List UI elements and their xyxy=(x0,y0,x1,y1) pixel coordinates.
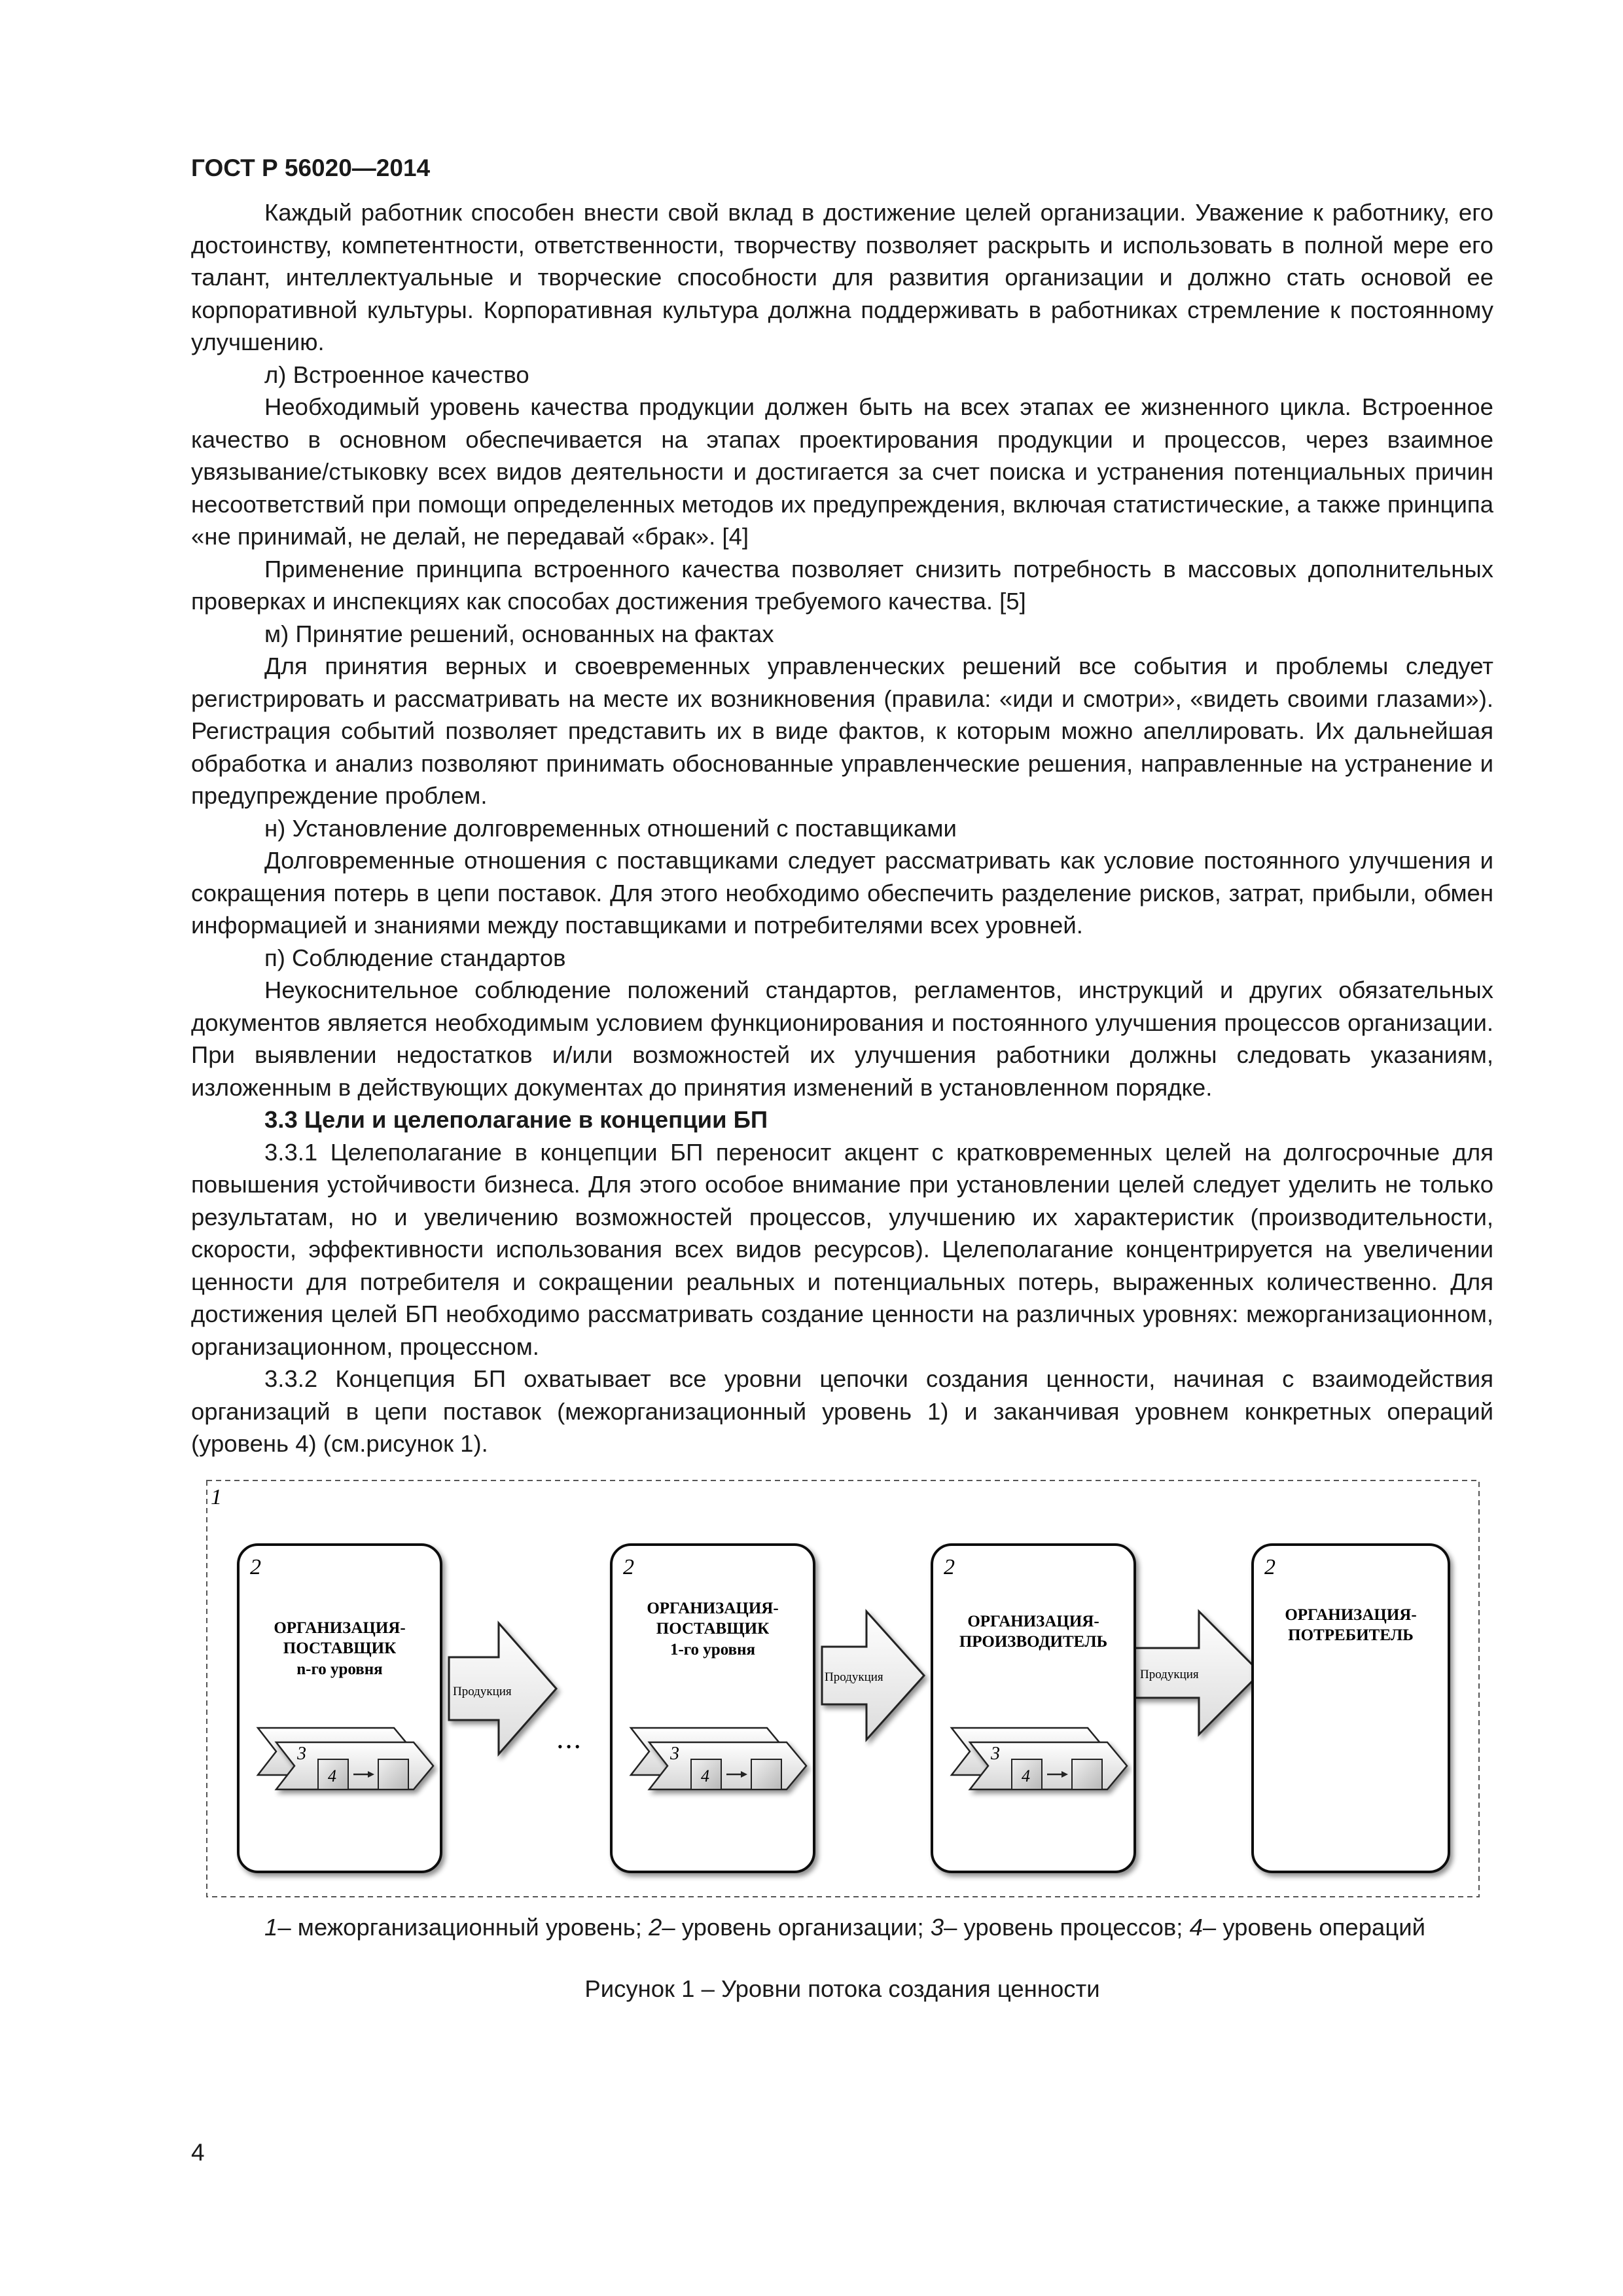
list-item-heading: л) Встроенное качество xyxy=(264,361,529,388)
legend-text: – межорганизационный уровень; xyxy=(277,1914,649,1941)
figure-legend xyxy=(191,1911,1493,1944)
legend-text: – уровень организации; xyxy=(662,1914,931,1941)
svg-text:ОРГАНИЗАЦИЯ-: ОРГАНИЗАЦИЯ- xyxy=(967,1613,1099,1630)
svg-text:ОРГАНИЗАЦИЯ-: ОРГАНИЗАЦИЯ- xyxy=(1285,1606,1417,1624)
product-arrow xyxy=(822,1611,924,1740)
operation-square xyxy=(751,1759,781,1789)
operation-square xyxy=(378,1759,408,1789)
svg-text:3: 3 xyxy=(991,1744,1000,1764)
paragraph: Для принятия верных и своевременных управленческих решений все события и проблемы следует регистрировать и рассматривать на месте их возникновения (правила: «иди и смотри», «видеть своими глазами»). Регистрация событий позволяет представить их в виде фактов, к которым можно апеллировать. Их дальнейшая обработка и анализ позволяют принимать обоснованные управленческие решения, направленные на устранение и предупреждение проблем. xyxy=(191,653,1493,809)
paragraph: Необходимый уровень качества продукции должен быть на всех этапах ее жизненного цикла. Встроенное качество в основном обеспечивается на этапах проектирования продукции и процессов, через взаимное увязывание/стыковку всех видов деятельности и достигается за счет поиска и устранения потенциальных причин несоответствий при помощи определенных методов их предупреждения, включая статистические, а также принципа «не принимай, не делай, не передавай «брак». [4] xyxy=(191,393,1493,550)
svg-text:2: 2 xyxy=(1264,1555,1275,1579)
document-header: ГОСТ Р 56020—2014 xyxy=(191,154,431,181)
svg-text:3: 3 xyxy=(297,1744,306,1764)
org-box-consumer xyxy=(1253,1545,1449,1872)
product-arrow xyxy=(449,1623,556,1754)
org-box-supplier-n xyxy=(238,1545,441,1872)
svg-text:ПРОИЗВОДИТЕЛЬ: ПРОИЗВОДИТЕЛЬ xyxy=(959,1633,1108,1651)
svg-text:2: 2 xyxy=(623,1555,634,1579)
svg-text:4: 4 xyxy=(701,1767,709,1785)
paragraph: Долговременные отношения с поставщиками следует рассматривать как условие постоянного улучшения и сокращения потерь в цепи поставок. Для этого необходимо обеспечить разделение рисков, затрат, прибыли, обмен информацией и знаниями между поставщиками и потребителями всех уровней. xyxy=(191,847,1493,939)
list-item-heading: н) Установление долговременных отношений с поставщиками xyxy=(264,814,957,842)
svg-text:Продукция: Продукция xyxy=(453,1685,512,1698)
svg-text:ПОТРЕБИТЕЛЬ: ПОТРЕБИТЕЛЬ xyxy=(1288,1626,1414,1644)
legend-text: – уровень операций xyxy=(1202,1914,1426,1941)
svg-text:ОРГАНИЗАЦИЯ-: ОРГАНИЗАЦИЯ- xyxy=(274,1619,406,1637)
ellipsis: • • • xyxy=(558,1738,580,1755)
svg-text:Продукция: Продукция xyxy=(825,1670,883,1684)
svg-text:ПОСТАВЩИК: ПОСТАВЩИК xyxy=(283,1640,397,1657)
body-text xyxy=(191,196,1493,1460)
legend-number: 3 xyxy=(930,1914,944,1941)
legend-number: 2 xyxy=(649,1914,662,1941)
level-1-label: 1 xyxy=(211,1485,222,1509)
svg-text:3: 3 xyxy=(670,1744,679,1764)
paragraph: 3.3.2 Концепция БП охватывает все уровни цепочки создания ценности, начиная с взаимодействия организаций в цепи поставок (межорганизационный уровень 1) и заканчивая уровнем конкретных операций (уровень 4) (см.рисунок 1). xyxy=(191,1365,1493,1457)
paragraph: 3.3.1 Целеполагание в концепции БП переносит акцент с кратковременных целей на долгосрочные для повышения устойчивости бизнеса. Для этого особое внимание при установлении целей следует уделить не только результатам, но и увеличению возможностей процессов, улучшению их характеристик (производительности, скорости, эффективности использования всех видов ресурсов). Целеполагание концентрируется на увеличении ценности для потребителя и сокращении реальных и потенциальных потерь, выраженных количественно. Для достижения целей БП необходимо рассматривать создание ценности на различных уровнях: межорганизационном, организационном, процессном. xyxy=(191,1138,1493,1360)
page-number: 4 xyxy=(191,2139,205,2166)
figure-caption: Рисунок 1 – Уровни потока создания ценности xyxy=(584,1975,1100,2002)
org-box-manufacturer xyxy=(932,1545,1135,1872)
paragraph: Применение принципа встроенного качества позволяет снизить потребность в массовых дополнительных проверках и инспекциях как способах достижения требуемого качества. [5] xyxy=(191,555,1493,615)
list-item-heading: п) Соблюдение стандартов xyxy=(264,944,566,971)
paragraph: Каждый работник способен внести свой вклад в достижение целей организации. Уважение к работнику, его достоинству, компетентности, ответственности, творчеству позволяет раскрыть и использовать в полной мере его талант, интеллектуальные и творческие способности для развития организации и должно стать основой ее корпоративной культуры. Корпоративная культура должна поддерживать в работниках стремление к постоянному улучшению. xyxy=(191,199,1493,355)
paragraph: Неукоснительное соблюдение положений стандартов, регламентов, инструкций и других обязательных документов является необходимым условием функционирования и постоянного улучшения процессов организации. При выявлении недостатков и/или возможностей их улучшения работники должны следовать указаниям, изложенным в действующих документах до принятия изменений в установленном порядке. xyxy=(191,977,1493,1101)
legend-number: 1 xyxy=(264,1914,278,1941)
list-item-heading: м) Принятие решений, основанных на фактах xyxy=(264,620,774,647)
svg-text:4: 4 xyxy=(1022,1767,1030,1785)
svg-text:2: 2 xyxy=(250,1555,261,1579)
legend-number: 4 xyxy=(1189,1914,1203,1941)
org-box-supplier-1 xyxy=(611,1545,814,1872)
legend-text: – уровень процессов; xyxy=(944,1914,1190,1941)
operation-square xyxy=(1072,1759,1102,1789)
svg-text:Продукция: Продукция xyxy=(1140,1668,1199,1681)
svg-text:1-го уровня: 1-го уровня xyxy=(669,1641,756,1659)
svg-text:ОРГАНИЗАЦИЯ-: ОРГАНИЗАЦИЯ- xyxy=(647,1600,779,1617)
product-arrow xyxy=(1135,1611,1260,1734)
svg-text:ПОСТАВЩИК: ПОСТАВЩИК xyxy=(656,1620,770,1638)
section-heading: 3.3 Цели и целеполагание в концепции БП xyxy=(264,1106,768,1133)
svg-text:n-го уровня: n-го уровня xyxy=(296,1660,383,1678)
value-stream-figure xyxy=(205,1479,1482,1899)
svg-text:4: 4 xyxy=(328,1767,336,1785)
svg-text:2: 2 xyxy=(944,1555,955,1579)
